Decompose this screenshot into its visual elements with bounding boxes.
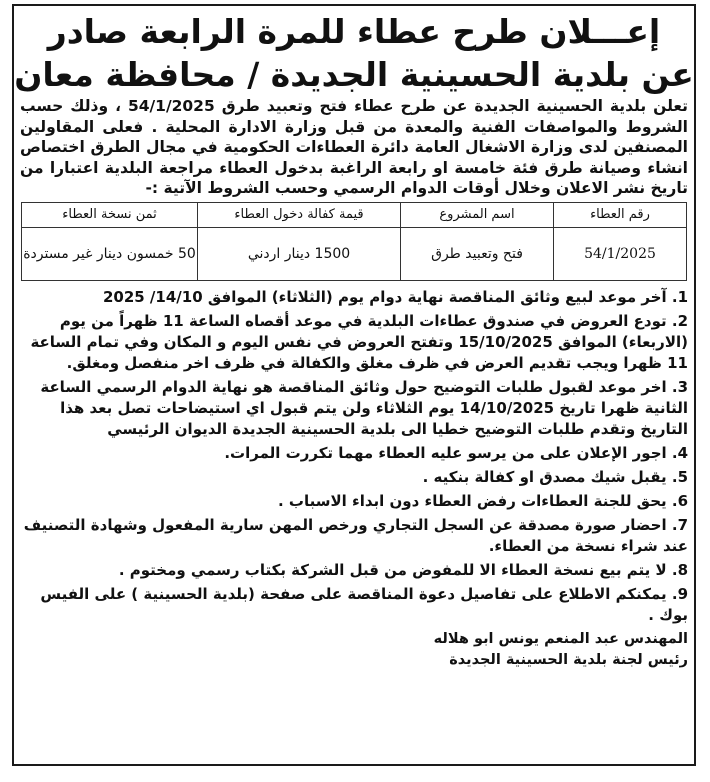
cell-project-name: فتح وتعبيد طرق: [401, 227, 554, 280]
tender-announcement: [12, 4, 696, 766]
condition-item: 2. تودع العروض في صندوق عطاءات البلدية في موعد أقصاه الساعة 11 ظهراً من يوم (الاربعاء) الموافق 15/10/2025 وتفتح العروض في نفس اليوم و المكان وفي تمام الساعة 11 ظهرا ويجب تقديم العرض في ظرف مغلق والكفالة في ظرف اخر منفصل ومغلق.: [30, 311, 688, 372]
conditions-list: [14, 287, 694, 626]
signatory-title: رئيس لجنة بلدية الحسينية الجديدة: [449, 651, 688, 668]
condition-item: 3. اخر موعد لقبول طلبات التوضيح حول وثائق المناقصة هو نهاية الدوام الرسمي الساعة الثانية ظهرا تاريخ 14/10/2025 يوم الثلاثاء ولن يتم قبول اي استيضاحات تصل بعد هذا التاريخ وتقدم طلبات التوضيح خطيا الى بلدية الحسينية الجديدة الديوان الرئيسي: [40, 377, 688, 438]
announcement-title: [14, 10, 694, 96]
title-line-2: عن بلدية الحسينية الجديدة / محافظة معان: [14, 55, 694, 94]
cell-copy-price: 50 خمسون دينار غير مستردة: [22, 227, 198, 280]
header-tender-number: رقم العطاء: [554, 202, 687, 227]
header-project-name: اسم المشروع: [401, 202, 554, 227]
condition-item: 8. لا يتم بيع نسخة العطاء الا للمفوض من قبل الشركة بكتاب رسمي ومختوم .: [118, 560, 688, 579]
table-header-row: [22, 202, 687, 227]
signature-block: [14, 629, 694, 671]
signatory-name: المهندس عبد المنعم يونس ابو هلاله: [433, 630, 688, 647]
condition-item: 5. يقبل شيك مصدق او كفالة بنكيه .: [422, 467, 688, 486]
tender-table: [21, 202, 687, 281]
header-bond-value: قيمة كفالة دخول العطاء: [198, 202, 401, 227]
title-line-1: إعـــلان طرح عطاء للمرة الرابعة صادر: [47, 12, 661, 51]
header-copy-price: ثمن نسخة العطاء: [22, 202, 198, 227]
condition-item: 7. احضار صورة مصدقة عن السجل التجاري ورخص المهن سارية المفعول وشهادة التصنيف عند شراء نسخة من العطاء.: [23, 515, 688, 555]
cell-tender-number: 54/1/2025: [554, 227, 687, 280]
cell-bond-value: 1500 دينار اردني: [198, 227, 401, 280]
condition-item: 9. يمكنكم الاطلاع على تفاصيل دعوة المناقصة على صفحة (بلدية الحسينية ) على الفيس بوك .: [40, 584, 688, 624]
condition-item: 4. اجور الإعلان على من يرسو عليه العطاء مهما تكررت المرات.: [224, 443, 688, 462]
condition-item: 1. آخر موعد لبيع وثائق المناقصة نهاية دوام يوم (الثلاثاء) الموافق 14/10/ 2025: [102, 287, 688, 306]
table-row: [22, 227, 687, 280]
intro-paragraph: تعلن بلدية الحسينية الجديدة عن طرح عطاء فتح وتعبيد طرق 54/1/2025 ، وذلك حسب الشروط والمواصفات الفنية والمعدة من قبل وزارة الادارة المحلية . فعلى المقاولين المصنفين لدى وزارة الاشغال العامة دائرة العطاءات الحكومية في مجال الطرق اختصاص انشاء وصيانة طرق فئة خامسة او رابعة الراغبة بدخول العطاء مراجعة البلدية اعتبارا من تاريخ نشر الاعلان وخلال أوقات الدوام الرسمي وحسب الشروط الآتية :-: [20, 97, 688, 197]
condition-item: 6. يحق للجنة العطاءات رفض العطاء دون ابداء الاسباب .: [278, 491, 688, 510]
